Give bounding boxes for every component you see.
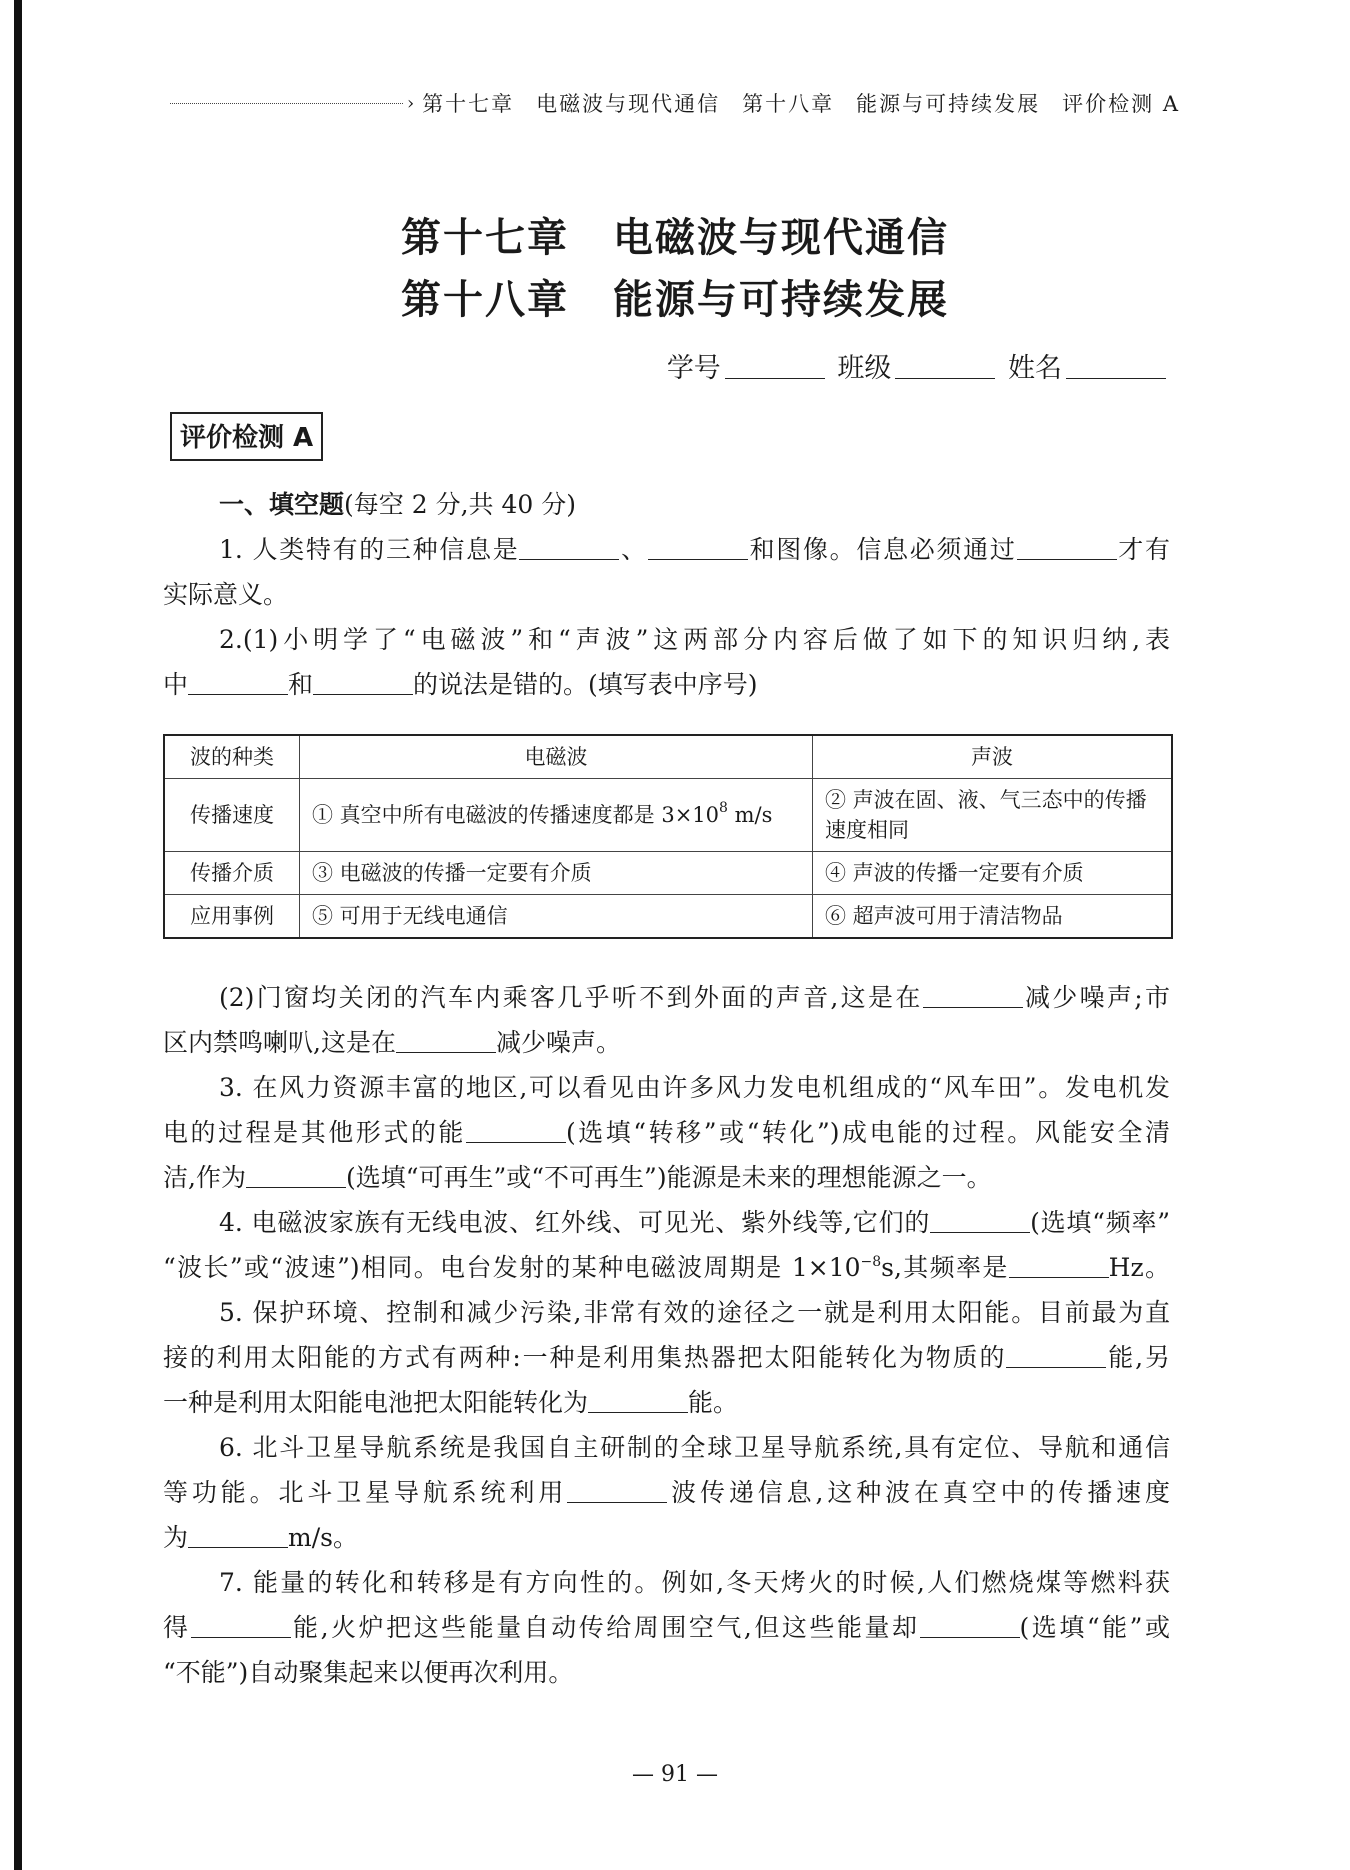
q2p2-text-c: 区内禁鸣喇叭,这是在: [163, 1028, 396, 1057]
q6-text-b: 波传递信息,这种波在真空中的传播速度: [667, 1478, 1170, 1507]
q4-text-a: 4. 电磁波家族有无线电波、红外线、可见光、紫外线等,它们的: [219, 1208, 931, 1237]
q1-text-a: 1. 人类特有的三种信息是: [219, 535, 520, 564]
name-field[interactable]: [1066, 351, 1166, 379]
q1-blank1[interactable]: [519, 534, 619, 560]
q2-text-b: 和: [288, 670, 314, 699]
running-header: [170, 88, 1180, 118]
q7-blank1[interactable]: [191, 1612, 291, 1638]
student-id-label: 学号: [666, 353, 721, 384]
q7-blank2[interactable]: [920, 1612, 1020, 1638]
table-row-label: 传播介质: [164, 852, 300, 895]
q2p2-blank1[interactable]: [923, 982, 1023, 1008]
header-chapter17-name: 电磁波与现代通信: [536, 92, 721, 116]
q5-text-a: 接的利用太阳能的方式有两种:一种是利用集热器把太阳能转化为物质的: [163, 1343, 1007, 1372]
section-label-box: 评价检测 A: [170, 412, 323, 461]
q2-blank2[interactable]: [313, 669, 413, 695]
q3-line3: [163, 1155, 1170, 1200]
table-header-cell: 波的种类: [164, 735, 300, 779]
q5-text-d: 能。: [688, 1388, 739, 1417]
q6-line2: [163, 1470, 1170, 1515]
q3-blank2[interactable]: [246, 1162, 346, 1188]
arrow-icon: ›: [406, 92, 417, 114]
q3-blank1[interactable]: [466, 1117, 566, 1143]
header-chapter17: 第十七章: [422, 92, 515, 116]
q5-line3: [163, 1380, 1170, 1425]
q5-blank1[interactable]: [1006, 1342, 1106, 1368]
q6-text-c: 为: [163, 1523, 189, 1552]
q3-text-c: 洁,作为: [163, 1163, 246, 1192]
title1-name: 电磁波与现代通信: [613, 215, 949, 261]
student-info: [667, 346, 1170, 385]
q7-line3: “不能”)自动聚集起来以便再次利用。: [163, 1658, 574, 1687]
table-header-cell: 声波: [813, 735, 1173, 779]
q1-text-b: 、: [619, 535, 648, 564]
student-id-field[interactable]: [725, 351, 825, 379]
table-cell-em: ③ 电磁波的传播一定要有介质: [300, 852, 813, 895]
q4-text-b: (选填“频率”: [1030, 1208, 1170, 1237]
q7-line1: 7. 能量的转化和转移是有方向性的。例如,冬天烤火的时候,人们燃烧煤等燃料获: [219, 1568, 1170, 1597]
cell-text: ① 真空中所有电磁波的传播速度都是 3×10: [312, 803, 720, 827]
q4-line2: [163, 1245, 1170, 1290]
q6-text-d: m/s。: [288, 1523, 358, 1552]
q3-text-b: (选填“转移”或“转化”)成电能的过程。风能安全清: [565, 1118, 1170, 1147]
cell-unit: m/s: [727, 803, 773, 827]
cell-exponent: 8: [719, 800, 728, 816]
q6-blank2[interactable]: [188, 1522, 288, 1548]
q3-line1: 3. 在风力资源丰富的地区,可以看见由许多风力发电机组成的“风车田”。发电机发: [219, 1073, 1170, 1102]
q4-blank1[interactable]: [930, 1207, 1030, 1233]
page-title-line2: [0, 268, 1350, 325]
q2-text-c: 的说法是错的。(填写表中序号): [413, 670, 758, 699]
q5-text-b: 能,另: [1106, 1343, 1170, 1372]
q4-line1: [163, 1200, 1170, 1245]
q5-blank2[interactable]: [588, 1387, 688, 1413]
title2-chapter: 第十八章: [401, 277, 569, 323]
q3-text-d: (选填“可再生”或“不可再生”)能源是未来的理想能源之一。: [345, 1163, 992, 1192]
q4-text-e: Hz。: [1108, 1253, 1170, 1282]
q7-text-a: 得: [163, 1613, 191, 1642]
q2-line2: [163, 662, 1170, 707]
q2-part2-line2: [163, 1020, 1170, 1065]
header-leader-line: [170, 103, 403, 104]
table-cell-sound: ④ 声波的传播一定要有介质: [813, 852, 1173, 895]
q2-line1: 2.(1)小明学了“电磁波”和“声波”这两部分内容后做了如下的知识归纳,表: [219, 625, 1170, 654]
table-row: [164, 779, 1172, 852]
q6-text-a: 等功能。北斗卫星导航系统利用: [163, 1478, 568, 1507]
q2p2-text-d: 减少噪声。: [495, 1028, 621, 1057]
header-assessment: 评价检测 A: [1062, 92, 1180, 116]
q1-text-d: 才有: [1116, 535, 1170, 564]
part1-heading: 一、填空题: [219, 490, 345, 519]
table-row: [164, 895, 1172, 939]
page-title-line1: [0, 206, 1350, 263]
table-header-row: [164, 735, 1172, 779]
q6-line3: [163, 1515, 1170, 1560]
q1-text-c: 和图像。信息必须通过: [747, 535, 1017, 564]
q2p2-text-a: (2)门窗均关闭的汽车内乘客几乎听不到外面的声音,这是在: [219, 983, 923, 1012]
part1-note: (每空 2 分,共 40 分): [344, 490, 576, 519]
q6-blank1[interactable]: [567, 1477, 667, 1503]
wave-comparison-table: [163, 734, 1173, 939]
table-header-cell: 电磁波: [300, 735, 813, 779]
q2p2-blank2[interactable]: [396, 1027, 496, 1053]
header-chapter18-name: 能源与可持续发展: [856, 92, 1041, 116]
q5-text-c: 一种是利用太阳能电池把太阳能转化为: [163, 1388, 589, 1417]
class-field[interactable]: [895, 351, 995, 379]
q1-blank2[interactable]: [648, 534, 748, 560]
name-label: 姓名: [1008, 353, 1062, 384]
q3-text-a: 电的过程是其他形式的能: [163, 1118, 466, 1147]
page-number: — 91 —: [632, 1762, 718, 1787]
q4-exponent: −8: [860, 1254, 882, 1270]
q7-text-c: (选填“能”或: [1019, 1613, 1170, 1642]
q1-line2: 实际意义。: [163, 580, 289, 609]
q4-blank2[interactable]: [1009, 1252, 1109, 1278]
table-cell-em: ⑤ 可用于无线电通信: [300, 895, 813, 939]
part1-heading-line: [163, 482, 1170, 527]
table-row-label: 传播速度: [164, 779, 300, 852]
table-row-label: 应用事例: [164, 895, 300, 939]
title2-name: 能源与可持续发展: [613, 277, 949, 323]
header-chapter18: 第十八章: [742, 92, 835, 116]
q2-part2-line1: [163, 975, 1170, 1020]
q4-text-c: “波长”或“波速”)相同。电台发射的某种电磁波周期是 1×10: [163, 1253, 861, 1282]
q2-text-a: 中: [163, 670, 189, 699]
q5-line1: 5. 保护环境、控制和减少污染,非常有效的途径之一就是利用太阳能。目前最为直: [219, 1298, 1170, 1327]
table-cell-em: [300, 779, 813, 852]
q6-line1: 6. 北斗卫星导航系统是我国自主研制的全球卫星导航系统,具有定位、导航和通信: [219, 1433, 1170, 1462]
q4-text-d: s,其频率是: [881, 1253, 1009, 1282]
q7-text-b: 能,火炉把这些能量自动传给周围空气,但这些能量却: [290, 1613, 920, 1642]
table-cell-sound: ② 声波在固、液、气三态中的传播速度相同: [813, 779, 1173, 852]
table-row: [164, 852, 1172, 895]
q2p2-text-b: 减少噪声;市: [1022, 983, 1170, 1012]
class-label: 班级: [837, 353, 892, 384]
q3-line2: [163, 1110, 1170, 1155]
q7-line2: [163, 1605, 1170, 1650]
q1-blank3[interactable]: [1017, 534, 1117, 560]
title1-chapter: 第十七章: [401, 215, 569, 261]
q5-line2: [163, 1335, 1170, 1380]
question-content: [163, 482, 1170, 1695]
table-cell-sound: ⑥ 超声波可用于清洁物品: [813, 895, 1173, 939]
q2-blank1[interactable]: [188, 669, 288, 695]
q1-line1: [163, 527, 1170, 572]
